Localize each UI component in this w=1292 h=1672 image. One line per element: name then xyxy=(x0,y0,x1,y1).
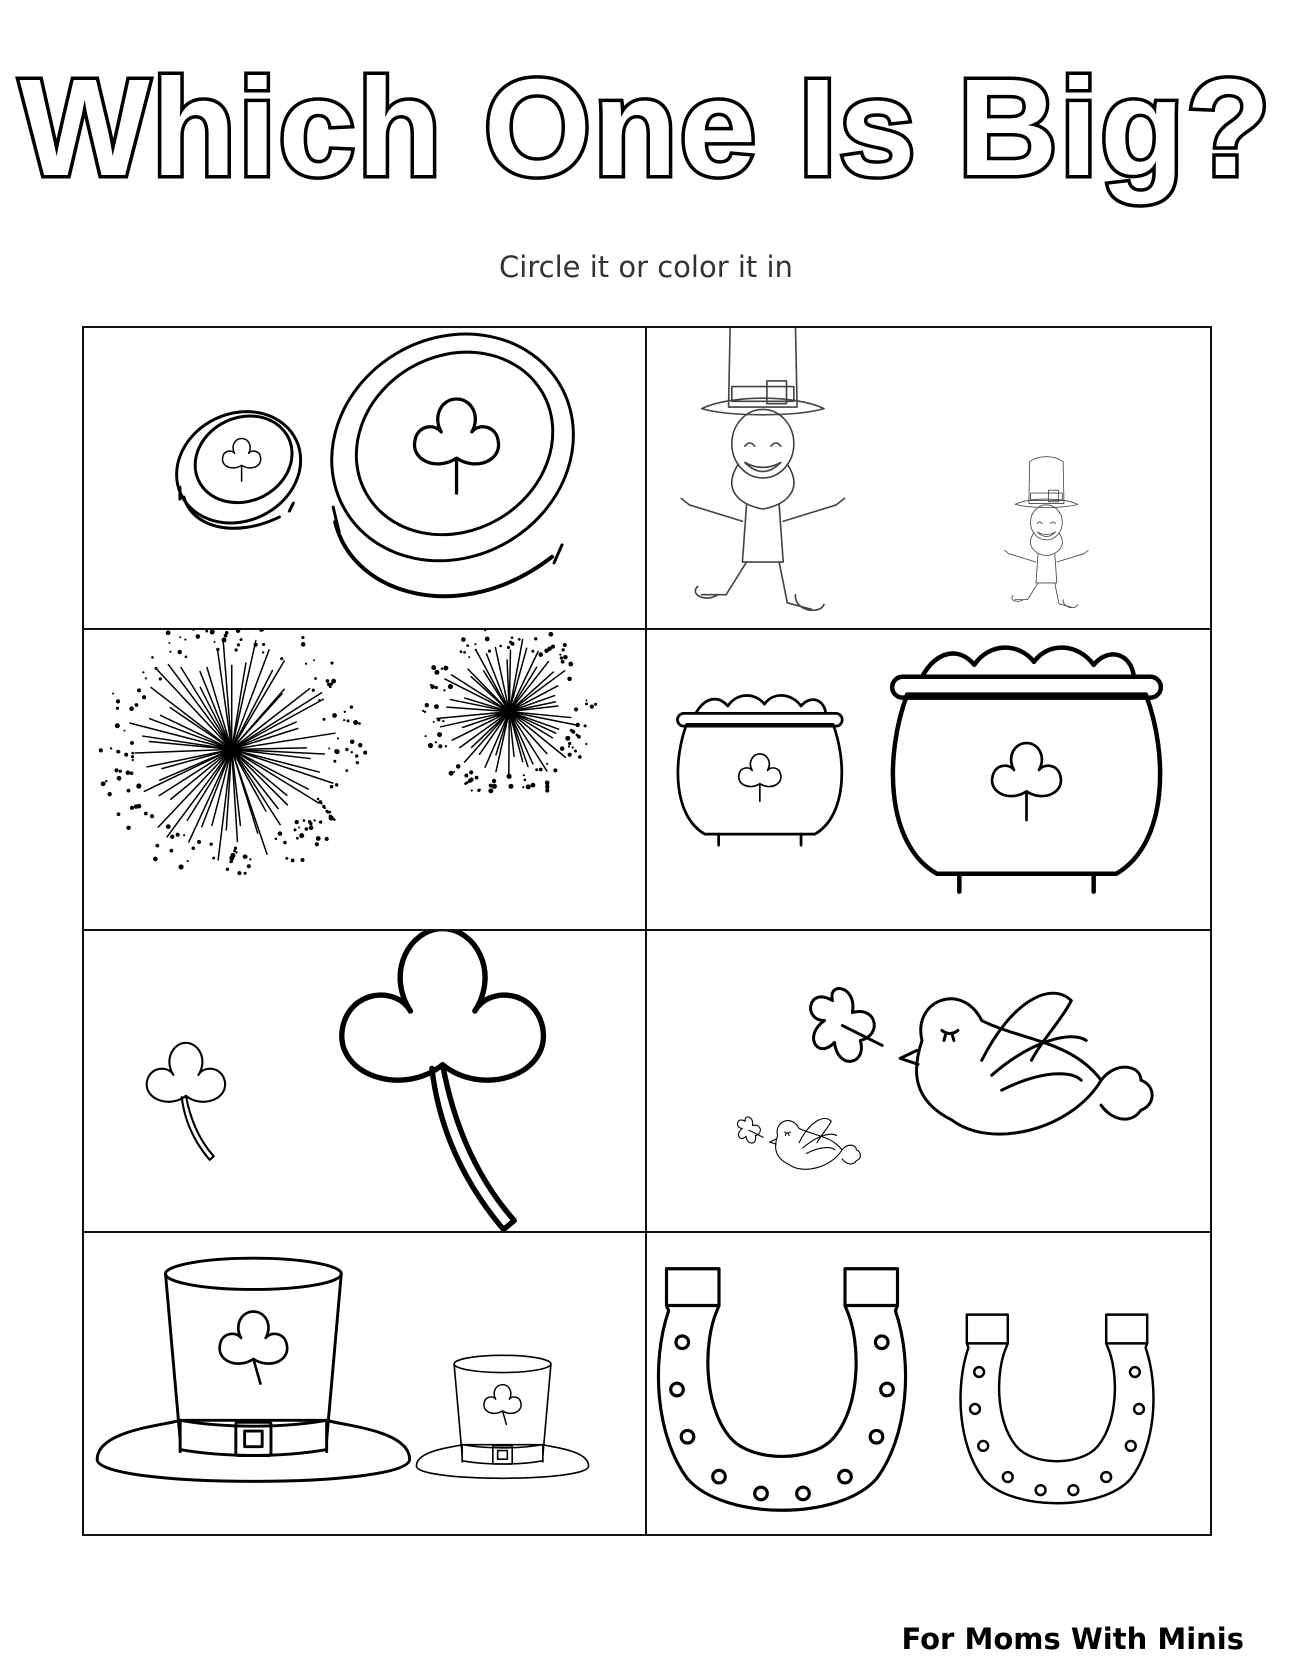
pot-of-gold-big-icon[interactable] xyxy=(892,647,1161,891)
horseshoe-big-icon[interactable] xyxy=(658,1268,905,1510)
coin-big-icon[interactable] xyxy=(290,328,615,604)
comparison-grid xyxy=(82,326,1212,1536)
grid-cell-leprechauns xyxy=(647,328,1210,630)
grid-cell-fireworks xyxy=(84,630,647,932)
top-hat-big-icon[interactable] xyxy=(97,1258,409,1481)
grid-cell-top-hats xyxy=(84,1233,647,1535)
pot-of-gold-small-icon[interactable] xyxy=(677,695,842,845)
leprechaun-big-icon[interactable] xyxy=(681,328,844,610)
worksheet-title xyxy=(0,40,1292,215)
grid-cell-coins xyxy=(84,328,647,630)
bird-big-icon[interactable] xyxy=(811,989,1152,1135)
grid-cell-birds xyxy=(647,931,1210,1233)
leprechaun-small-icon[interactable] xyxy=(1005,457,1089,608)
grid-cell-horseshoes xyxy=(647,1233,1210,1535)
shamrock-small-icon[interactable] xyxy=(147,1043,225,1160)
firework-small-icon[interactable] xyxy=(422,630,597,793)
horseshoe-small-icon[interactable] xyxy=(960,1314,1153,1503)
grid-cell-pots-of-gold xyxy=(647,630,1210,932)
top-hat-small-icon[interactable] xyxy=(416,1355,588,1478)
firework-big-icon[interactable] xyxy=(99,630,367,875)
subtitle-instructions: Circle it or color it in xyxy=(499,250,793,284)
title-text: Which One Is Big? xyxy=(19,51,1273,205)
shamrock-big-icon[interactable] xyxy=(342,931,544,1230)
bird-small-icon[interactable] xyxy=(737,1117,860,1169)
grid-cell-shamrocks xyxy=(84,931,647,1233)
footer-brand: For Moms With Minis xyxy=(901,1622,1244,1656)
title-outline-text xyxy=(0,40,1292,215)
coin-small-icon[interactable] xyxy=(158,392,319,543)
